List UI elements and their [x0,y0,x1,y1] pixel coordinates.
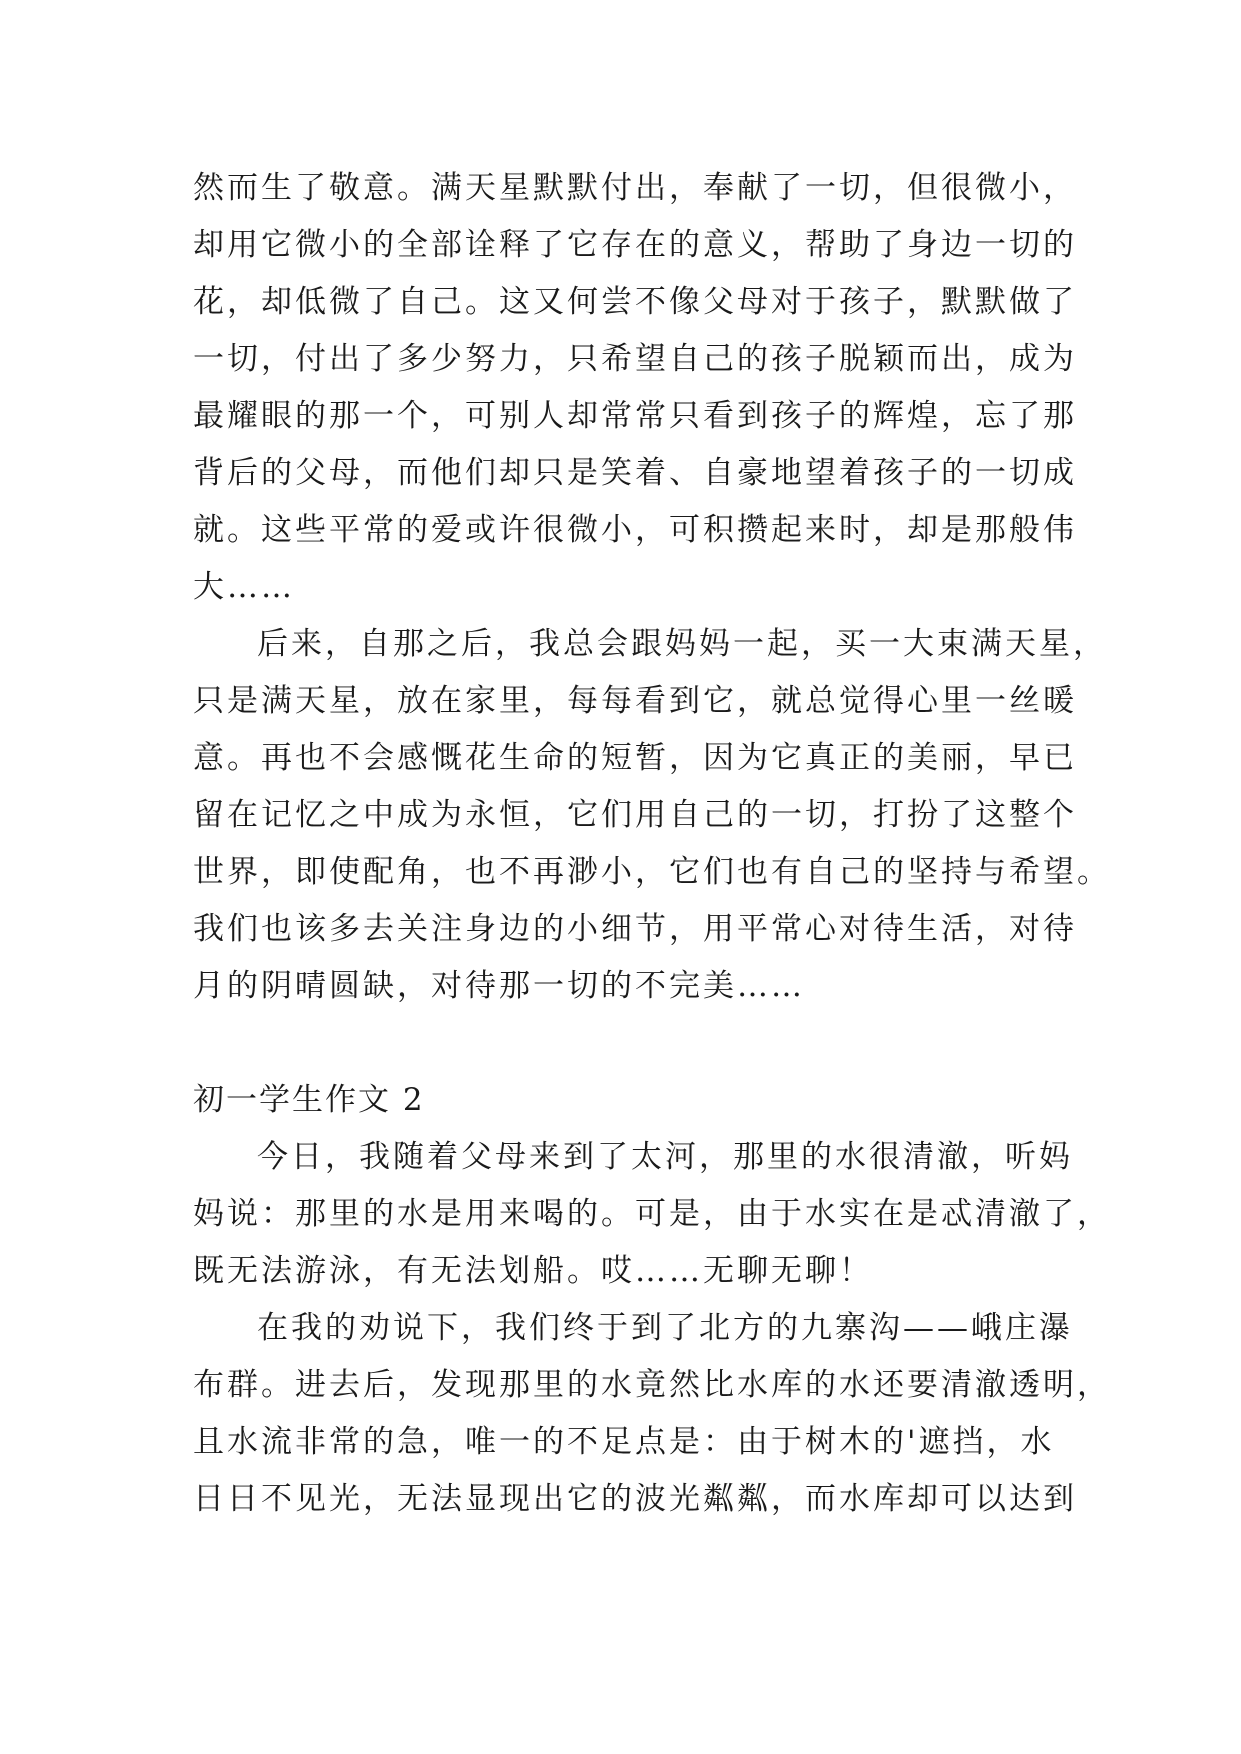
text-line: 月的阴晴圆缺，对待那一切的不完美…… [193,968,805,1004]
text-line: 世界，即使配角，也不再渺小，它们也有自己的坚持与希望。 [193,854,1111,890]
text-line: 妈说：那里的水是用来喝的。可是，由于水实在是忒清澈了， [193,1196,1111,1232]
text-line: 最耀眼的那一个，可别人却常常只看到孩子的辉煌，忘了那 [193,398,1077,434]
text-line: 花，却低微了自己。这又何尝不像父母对于孩子，默默做了 [193,284,1077,320]
text-line: 然而生了敬意。满天星默默付出，奉献了一切，但很微小， [193,170,1077,206]
document-body [193,160,1111,1528]
paragraph-1 [193,160,1077,616]
section-title: 初一学生作文 2 [193,1082,425,1118]
text-line: 既无法游泳，有无法划船。哎……无聊无聊！ [193,1253,873,1289]
paragraph-2 [193,616,1111,1015]
paragraph-4 [193,1300,1111,1528]
text-line: 日日不见光，无法显现出它的波光粼粼，而水库却可以达到 [193,1481,1077,1517]
section-gap [193,1015,1063,1072]
text-line: 一切，付出了多少努力，只希望自己的孩子脱颖而出，成为 [193,341,1077,377]
text-line: 今日，我随着父母来到了太河，那里的水很清澈，听妈 [257,1139,1073,1175]
text-line: 大…… [193,569,295,605]
text-line: 只是满天星，放在家里，每每看到它，就总觉得心里一丝暖 [193,683,1077,719]
text-line: 布群。进去后，发现那里的水竟然比水库的水还要清澈透明， [193,1367,1111,1403]
text-line: 在我的劝说下，我们终于到了北方的九寨沟——峨庄瀑 [257,1310,1073,1346]
text-line: 且水流非常的急，唯一的不足点是：由于树木的'遮挡，水 [193,1424,1055,1460]
text-line: 却用它微小的全部诠释了它存在的意义，帮助了身边一切的 [193,227,1077,263]
text-line: 留在记忆之中成为永恒，它们用自己的一切，打扮了这整个 [193,797,1077,833]
text-line: 就。这些平常的爱或许很微小，可积攒起来时，却是那般伟 [193,512,1077,548]
text-line: 后来，自那之后，我总会跟妈妈一起，买一大束满天星， [257,626,1107,662]
paragraph-3 [193,1129,1111,1300]
text-line: 背后的父母，而他们却只是笑着、自豪地望着孩子的一切成 [193,455,1077,491]
text-line: 我们也该多去关注身边的小细节，用平常心对待生活，对待 [193,911,1077,947]
text-line: 意。再也不会感慨花生命的短暂，因为它真正的美丽，早已 [193,740,1077,776]
